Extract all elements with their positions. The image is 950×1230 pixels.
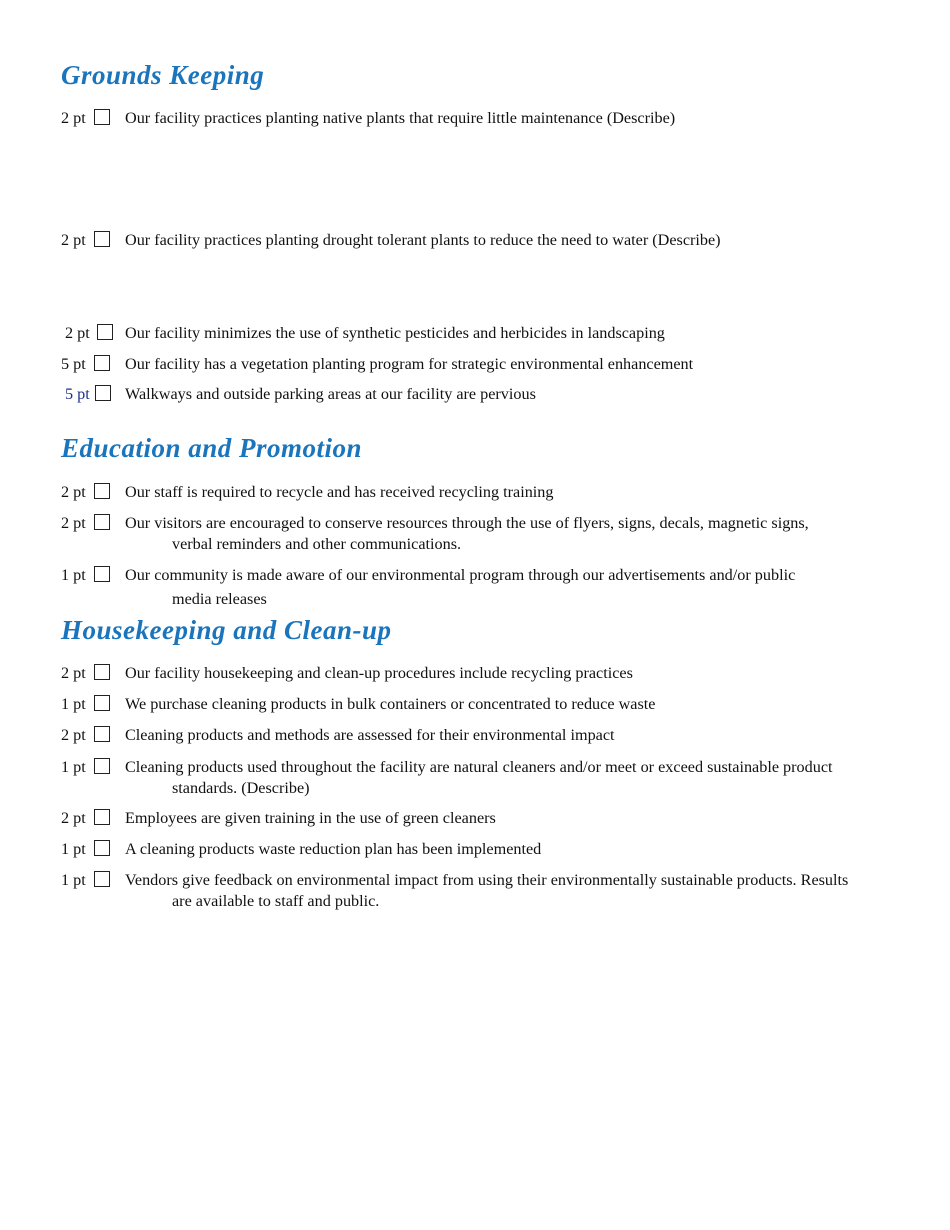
item-text: A cleaning products waste reduction plan has been implemented — [125, 840, 542, 858]
section-title-education-promotion: Education and Promotion — [61, 433, 363, 463]
item-text: Employees are given training in the use of green cleaners — [125, 809, 496, 827]
checkbox[interactable] — [94, 514, 110, 530]
points-label: 1 pt — [61, 695, 86, 713]
points-label: 2 pt — [61, 514, 86, 532]
points-label: 1 pt — [61, 566, 86, 584]
points-label: 1 pt — [61, 758, 86, 776]
item-text: Our facility minimizes the use of synthetic pesticides and herbicides in landscaping — [125, 324, 665, 342]
item-text: Our visitors are encouraged to conserve resources through the use of flyers, signs, decals, magnetic signs, — [125, 514, 809, 532]
points-label: 5 pt — [65, 385, 90, 403]
points-label: 2 pt — [61, 483, 86, 501]
checkbox[interactable] — [94, 566, 110, 582]
item-text: Our staff is required to recycle and has received recycling training — [125, 483, 554, 501]
checkbox[interactable] — [94, 231, 110, 247]
item-text: Walkways and outside parking areas at our facility are pervious — [125, 385, 536, 403]
checkbox[interactable] — [94, 109, 110, 125]
item-text: Cleaning products used throughout the facility are natural cleaners and/or meet or exceed sustainable product — [125, 758, 833, 776]
item-text: Our facility has a vegetation planting program for strategic environmental enhancement — [125, 355, 694, 373]
item-text: Our facility housekeeping and clean-up procedures include recycling practices — [125, 664, 633, 682]
item-text: Vendors give feedback on environmental impact from using their environmentally sustainable products. Results — [125, 871, 849, 889]
item-text-continued: standards. (Describe) — [172, 779, 310, 797]
section-title-housekeeping-cleanup: Housekeeping and Clean-up — [61, 615, 392, 645]
item-text-continued: verbal reminders and other communications. — [172, 535, 462, 553]
item-text-continued: are available to staff and public. — [172, 892, 380, 910]
checkbox[interactable] — [94, 664, 110, 680]
points-label: 1 pt — [61, 840, 86, 858]
points-label: 2 pt — [61, 109, 86, 127]
checkbox[interactable] — [94, 840, 110, 856]
item-text: We purchase cleaning products in bulk containers or concentrated to reduce waste — [125, 695, 656, 713]
points-label: 2 pt — [61, 231, 86, 249]
checkbox[interactable] — [94, 758, 110, 774]
checkbox[interactable] — [94, 695, 110, 711]
checkbox[interactable] — [94, 483, 110, 499]
checkbox[interactable] — [94, 726, 110, 742]
item-text: Our facility practices planting drought tolerant plants to reduce the need to water (Describe) — [125, 231, 721, 249]
points-label: 2 pt — [61, 809, 86, 827]
checkbox[interactable] — [95, 385, 111, 401]
item-text-continued: media releases — [172, 590, 267, 608]
points-label: 1 pt — [61, 871, 86, 889]
checkbox[interactable] — [97, 324, 113, 340]
points-label: 5 pt — [61, 355, 86, 373]
item-text: Cleaning products and methods are assessed for their environmental impact — [125, 726, 615, 744]
points-label: 2 pt — [61, 726, 86, 744]
points-label: 2 pt — [65, 324, 90, 342]
section-title-grounds-keeping: Grounds Keeping — [61, 60, 265, 90]
checkbox[interactable] — [94, 355, 110, 371]
item-text: Our facility practices planting native plants that require little maintenance (Describe) — [125, 109, 676, 127]
checkbox[interactable] — [94, 809, 110, 825]
item-text: Our community is made aware of our environmental program through our advertisements and/or public — [125, 566, 796, 584]
checkbox[interactable] — [94, 871, 110, 887]
points-label: 2 pt — [61, 664, 86, 682]
